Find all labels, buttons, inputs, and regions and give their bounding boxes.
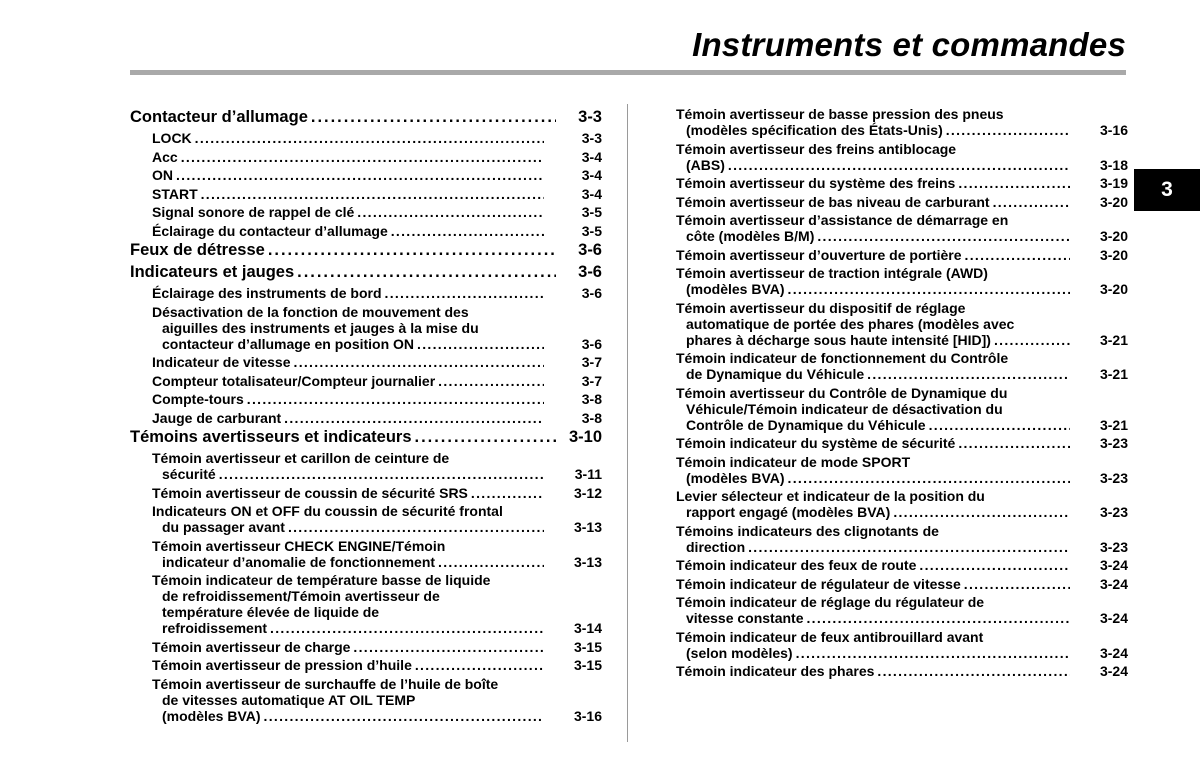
toc-entry[interactable] bbox=[130, 241, 602, 261]
toc-entry-text-line: (ABS) . . . bbox=[676, 157, 1070, 173]
toc-entry[interactable] bbox=[676, 523, 1128, 555]
toc-page-number: 3-5 bbox=[581, 222, 602, 239]
toc-entry-text-line: Témoin avertisseur et carillon de ceinture de bbox=[152, 450, 450, 466]
toc-page-number: 3-16 bbox=[1099, 122, 1128, 138]
toc-entry-text-line: Témoin indicateur de feux antibrouillard avant bbox=[676, 628, 984, 645]
toc-page-number: 3-23 bbox=[1099, 504, 1128, 520]
toc-entry-text-line: Témoin avertisseur de bas niveau de carburant . . . bbox=[676, 194, 1070, 210]
toc-page-number: 3-6 bbox=[578, 241, 602, 259]
toc-entry-text-line: START . . . bbox=[152, 186, 544, 202]
toc-page-number: 3-5 bbox=[581, 204, 602, 220]
toc-entry-text-line: côte (modèles B/M) . . . bbox=[676, 228, 1070, 244]
toc-page-number: 3-6 bbox=[581, 335, 602, 352]
toc-entry-text-line: Témoin avertisseur d’assistance de démarrage en bbox=[676, 212, 1009, 228]
toc-page-number: 3-24 bbox=[1099, 557, 1128, 573]
toc-entry[interactable] bbox=[676, 350, 1128, 382]
toc-entry-text-line: phares à décharge sous haute intensité [HID]) . . . bbox=[676, 332, 1070, 348]
toc-entry[interactable] bbox=[130, 304, 602, 352]
toc-entry[interactable] bbox=[130, 167, 602, 183]
toc-page-number: 3-11 bbox=[574, 466, 602, 482]
toc-entry[interactable] bbox=[130, 410, 602, 426]
toc-entry-text-line: Désactivation de la fonction de mouvement des bbox=[152, 303, 469, 320]
toc-entry[interactable] bbox=[676, 435, 1128, 451]
toc-page-number: 3-4 bbox=[581, 167, 602, 183]
toc-page-number: 3-20 bbox=[1099, 228, 1128, 244]
toc-page-number: 3-6 bbox=[581, 285, 602, 301]
page-title: Instruments et commandes bbox=[692, 26, 1126, 63]
toc-entry-text-line: Acc . . . bbox=[152, 149, 544, 165]
toc-entry[interactable] bbox=[676, 629, 1128, 661]
dot-leader bbox=[962, 247, 1070, 263]
toc-entry-text-line: (modèles BVA) . . . bbox=[152, 708, 544, 724]
toc-page-number: 3-8 bbox=[581, 391, 602, 407]
toc-entry-text-line: Feux de détresse . . . bbox=[130, 241, 556, 261]
dot-leader bbox=[955, 175, 1070, 191]
toc-entry[interactable] bbox=[130, 149, 602, 165]
toc-page-number: 3-7 bbox=[581, 354, 602, 370]
chapter-tab: 3 bbox=[1134, 169, 1200, 211]
toc-page-number: 3-20 bbox=[1099, 281, 1128, 297]
toc-page-number: 3-8 bbox=[581, 409, 602, 426]
dot-leader bbox=[943, 122, 1070, 138]
dot-leader bbox=[785, 470, 1070, 486]
toc-entry[interactable] bbox=[676, 247, 1128, 263]
toc-entry-text-line: contacteur d’allumage en position ON . . . bbox=[152, 336, 544, 352]
dot-leader bbox=[890, 504, 1070, 520]
toc-entry[interactable] bbox=[676, 175, 1128, 191]
dot-leader bbox=[926, 417, 1070, 433]
toc-entry[interactable] bbox=[130, 428, 602, 448]
toc-page-number: 3-20 bbox=[1099, 193, 1128, 210]
toc-entry-text-line: Jauge de carburant . . . bbox=[152, 410, 544, 426]
toc-page-number: 3-23 bbox=[1099, 538, 1128, 555]
toc-entry[interactable] bbox=[130, 373, 602, 389]
column-divider bbox=[627, 104, 628, 742]
toc-entry-text-line: Témoin avertisseur de coussin de sécurité SRS . . . bbox=[152, 485, 544, 501]
toc-entry[interactable] bbox=[130, 354, 602, 370]
toc-entry[interactable] bbox=[130, 657, 602, 673]
dot-leader bbox=[785, 281, 1070, 297]
toc-entry-text-line: Témoin indicateur de régulateur de vitesse . . . bbox=[676, 576, 1070, 592]
dot-leader bbox=[435, 373, 544, 389]
toc-entry-text-line: Témoin indicateur des phares . . . bbox=[676, 663, 1070, 679]
toc-entry-text-line: Éclairage du contacteur d’allumage . . . bbox=[152, 223, 544, 239]
toc-entry[interactable] bbox=[130, 450, 602, 482]
toc-right-column bbox=[676, 106, 1128, 679]
toc-entry-text-line: (modèles spécification des États-Unis) . . . bbox=[676, 122, 1070, 138]
dot-leader bbox=[991, 332, 1070, 348]
dot-leader bbox=[244, 391, 544, 407]
toc-entry[interactable] bbox=[130, 108, 602, 128]
toc-entry[interactable] bbox=[130, 130, 602, 146]
toc-page-number: 3-6 bbox=[578, 263, 602, 281]
dot-leader bbox=[198, 186, 544, 202]
toc-page-number: 3-7 bbox=[581, 372, 602, 389]
toc-page-number: 3-24 bbox=[1099, 644, 1128, 661]
toc-page-number: 3-13 bbox=[573, 519, 602, 535]
toc-entry[interactable] bbox=[676, 141, 1128, 173]
toc-page-number: 3-24 bbox=[1099, 663, 1128, 679]
toc-entry-text-line: Indicateurs ON et OFF du coussin de sécurité frontal bbox=[152, 503, 503, 519]
toc-entry[interactable] bbox=[130, 485, 602, 501]
dot-leader bbox=[281, 410, 544, 426]
toc-entry[interactable] bbox=[676, 557, 1128, 573]
toc-entry-text-line: de refroidissement/Témoin avertisseur de bbox=[162, 588, 440, 604]
toc-entry-text-line: (selon modèles) . . . bbox=[676, 645, 1070, 661]
toc-entry-text-line: Indicateurs et jauges . . . bbox=[130, 263, 556, 283]
dot-leader bbox=[350, 639, 544, 655]
dot-leader bbox=[192, 130, 544, 146]
dot-leader bbox=[354, 204, 544, 220]
dot-leader bbox=[173, 167, 544, 183]
toc-page-number: 3-23 bbox=[1099, 435, 1128, 451]
toc-entry-text-line: Levier sélecteur et indicateur de la position du bbox=[676, 488, 985, 504]
toc-entry-text-line: refroidissement . . . bbox=[152, 620, 544, 636]
toc-entry-text-line: Témoin indicateur des feux de route . . . bbox=[676, 557, 1070, 573]
toc-entry[interactable] bbox=[676, 385, 1128, 433]
toc-entry-text-line: Compte-tours . . . bbox=[152, 391, 544, 407]
toc-entry-text-line: Témoin indicateur de réglage du régulateur de bbox=[676, 594, 985, 610]
dot-leader bbox=[308, 108, 556, 128]
dot-leader bbox=[382, 285, 544, 301]
toc-entry[interactable] bbox=[130, 503, 602, 535]
dot-leader bbox=[864, 366, 1070, 382]
toc-entry-text-line: Véhicule/Témoin indicateur de désactivation du bbox=[686, 400, 1003, 417]
toc-page-number: 3-24 bbox=[1099, 575, 1128, 592]
toc-page-number: 3-16 bbox=[573, 707, 602, 724]
toc-entry-text-line: vitesse constante . . . bbox=[676, 610, 1070, 626]
toc-entry[interactable] bbox=[676, 300, 1128, 348]
toc-page-number: 3-21 bbox=[1099, 366, 1128, 382]
toc-entry-text-line: indicateur d’anomalie de fonctionnement . . . bbox=[152, 554, 544, 570]
toc-entry-text-line: Témoin indicateur de fonctionnement du Contrôle bbox=[676, 350, 1009, 366]
toc-entry-text-line: Témoin avertisseur du système des freins . . . bbox=[676, 175, 1070, 191]
dot-leader bbox=[261, 708, 544, 724]
toc-page-number: 3-3 bbox=[581, 130, 602, 146]
dot-leader bbox=[388, 223, 544, 239]
toc-entry-text-line: automatique de portée des phares (modèles avec bbox=[686, 315, 1015, 332]
dot-leader bbox=[178, 149, 544, 165]
toc-page-number: 3-24 bbox=[1099, 610, 1128, 626]
dot-leader bbox=[412, 428, 556, 448]
toc-entry[interactable] bbox=[130, 285, 602, 301]
toc-entry[interactable] bbox=[676, 265, 1128, 297]
toc-entry[interactable] bbox=[130, 223, 602, 239]
toc-entry[interactable] bbox=[676, 663, 1128, 679]
toc-entry-text-line: Témoin indicateur de mode SPORT bbox=[676, 453, 911, 470]
toc-page-number: 3-4 bbox=[581, 185, 602, 202]
toc-entry[interactable] bbox=[130, 391, 602, 407]
toc-entry-text-line: Contacteur d’allumage . . . bbox=[130, 108, 556, 128]
toc-entry-text-line: Témoin avertisseur du Contrôle de Dynamique du bbox=[676, 384, 1008, 401]
toc-page-number: 3-23 bbox=[1099, 469, 1128, 486]
toc-entry-text-line: Compteur totalisateur/Compteur journalier . . . bbox=[152, 373, 544, 389]
toc-entry-text-line: Témoin avertisseur de traction intégrale (AWD) bbox=[676, 265, 988, 281]
dot-leader bbox=[874, 663, 1070, 679]
dot-leader bbox=[265, 241, 556, 261]
toc-entry-text-line: du passager avant . . . bbox=[152, 519, 544, 535]
toc-page-number: 3-15 bbox=[573, 638, 602, 655]
toc-left-column bbox=[130, 108, 602, 724]
toc-entry-text-line: rapport engagé (modèles BVA) . . . bbox=[676, 504, 1070, 520]
toc-entry-text-line: Témoin avertisseur du dispositif de réglage bbox=[676, 299, 966, 316]
toc-entry[interactable] bbox=[130, 676, 602, 724]
toc-entry-text-line: Témoin indicateur de température basse de liquide bbox=[152, 572, 491, 588]
toc-entry-text-line: Témoins indicateurs des clignotants de bbox=[676, 522, 939, 539]
toc-entry-text-line: (modèles BVA) . . . bbox=[676, 470, 1070, 486]
toc-entry-text-line: direction . . . bbox=[676, 539, 1070, 555]
dot-leader bbox=[285, 519, 544, 535]
toc-entry-text-line: aiguilles des instruments et jauges à la mise du bbox=[162, 319, 479, 336]
toc-entry-text-line: ON . . . bbox=[152, 167, 544, 183]
toc-entry-text-line: Témoin avertisseur d’ouverture de portière . . . bbox=[676, 247, 1070, 263]
toc-entry[interactable] bbox=[130, 538, 602, 570]
dot-leader bbox=[961, 576, 1070, 592]
toc-entry-text-line: Signal sonore de rappel de clé . . . bbox=[152, 204, 544, 220]
toc-entry[interactable] bbox=[130, 186, 602, 202]
toc-entry[interactable] bbox=[676, 576, 1128, 592]
dot-leader bbox=[745, 539, 1070, 555]
dot-leader bbox=[291, 354, 544, 370]
dot-leader bbox=[267, 620, 544, 636]
dot-leader bbox=[793, 645, 1070, 661]
toc-entry-text-line: LOCK . . . bbox=[152, 130, 544, 146]
toc-page-number: 3-20 bbox=[1099, 246, 1128, 263]
toc-entry-text-line: Témoin avertisseur de surchauffe de l’huile de boîte bbox=[152, 675, 499, 692]
toc-entry[interactable] bbox=[676, 106, 1128, 138]
toc-entry-text-line: Indicateur de vitesse . . . bbox=[152, 354, 544, 370]
toc-page-number: 3-12 bbox=[573, 484, 602, 501]
dot-leader bbox=[216, 466, 544, 482]
toc-entry[interactable] bbox=[130, 572, 602, 636]
toc-entry-text-line: de vitesses automatique AT OIL TEMP bbox=[162, 691, 416, 708]
toc-entry-text-line: Témoin avertisseur de charge . . . bbox=[152, 639, 544, 655]
toc-entry[interactable] bbox=[130, 263, 602, 283]
dot-leader bbox=[414, 336, 544, 352]
toc-page-number: 3-13 bbox=[573, 553, 602, 570]
dot-leader bbox=[814, 228, 1070, 244]
toc-entry-text-line: Témoin avertisseur de basse pression des pneus bbox=[676, 106, 1004, 122]
toc-entry-text-line: Témoin indicateur du système de sécurité . . . bbox=[676, 435, 1070, 451]
dot-leader bbox=[412, 657, 544, 673]
toc-entry-text-line: (modèles BVA) . . . bbox=[676, 281, 1070, 297]
toc-entry-text-line: Témoins avertisseurs et indicateurs . . . bbox=[130, 428, 556, 448]
dot-leader bbox=[990, 194, 1070, 210]
toc-entry[interactable] bbox=[676, 454, 1128, 486]
toc-entry-text-line: Témoin avertisseur des freins antiblocage bbox=[676, 140, 957, 157]
toc-entry-text-line: Contrôle de Dynamique du Véhicule . . . bbox=[676, 417, 1070, 433]
dot-leader bbox=[804, 610, 1071, 626]
toc-entry-text-line: Témoin avertisseur CHECK ENGINE/Témoin bbox=[152, 537, 446, 554]
toc-page-number: 3-3 bbox=[578, 108, 602, 126]
toc-entry[interactable] bbox=[676, 194, 1128, 210]
toc-page-number: 3-21 bbox=[1099, 331, 1128, 348]
toc-page-number: 3-21 bbox=[1099, 416, 1128, 433]
toc-entry[interactable] bbox=[130, 204, 602, 220]
toc-page-number: 3-4 bbox=[581, 148, 602, 165]
dot-leader bbox=[916, 557, 1070, 573]
toc-entry[interactable] bbox=[676, 488, 1128, 520]
toc-page-number: 3-15 bbox=[573, 657, 602, 673]
dot-leader bbox=[725, 157, 1070, 173]
dot-leader bbox=[294, 263, 556, 283]
toc-entry[interactable] bbox=[676, 212, 1128, 244]
dot-leader bbox=[955, 435, 1070, 451]
toc-entry-text-line: de Dynamique du Véhicule . . . bbox=[676, 366, 1070, 382]
toc-page-number: 3-18 bbox=[1099, 156, 1128, 173]
dot-leader bbox=[468, 485, 544, 501]
toc-page-number: 3-19 bbox=[1099, 175, 1128, 191]
dot-leader bbox=[435, 554, 544, 570]
toc-entry-text-line: sécurité . . . bbox=[152, 466, 544, 482]
toc-entry[interactable] bbox=[130, 639, 602, 655]
toc-entry-text-line: Témoin avertisseur de pression d’huile . . . bbox=[152, 657, 544, 673]
toc-page-number: 3-10 bbox=[568, 428, 602, 446]
toc-entry-text-line: Éclairage des instruments de bord . . . bbox=[152, 285, 544, 301]
toc-entry[interactable] bbox=[676, 594, 1128, 626]
toc-page-number: 3-14 bbox=[573, 620, 602, 636]
toc-entry-text-line: température élevée de liquide de bbox=[162, 604, 380, 620]
header-rule bbox=[130, 70, 1126, 75]
